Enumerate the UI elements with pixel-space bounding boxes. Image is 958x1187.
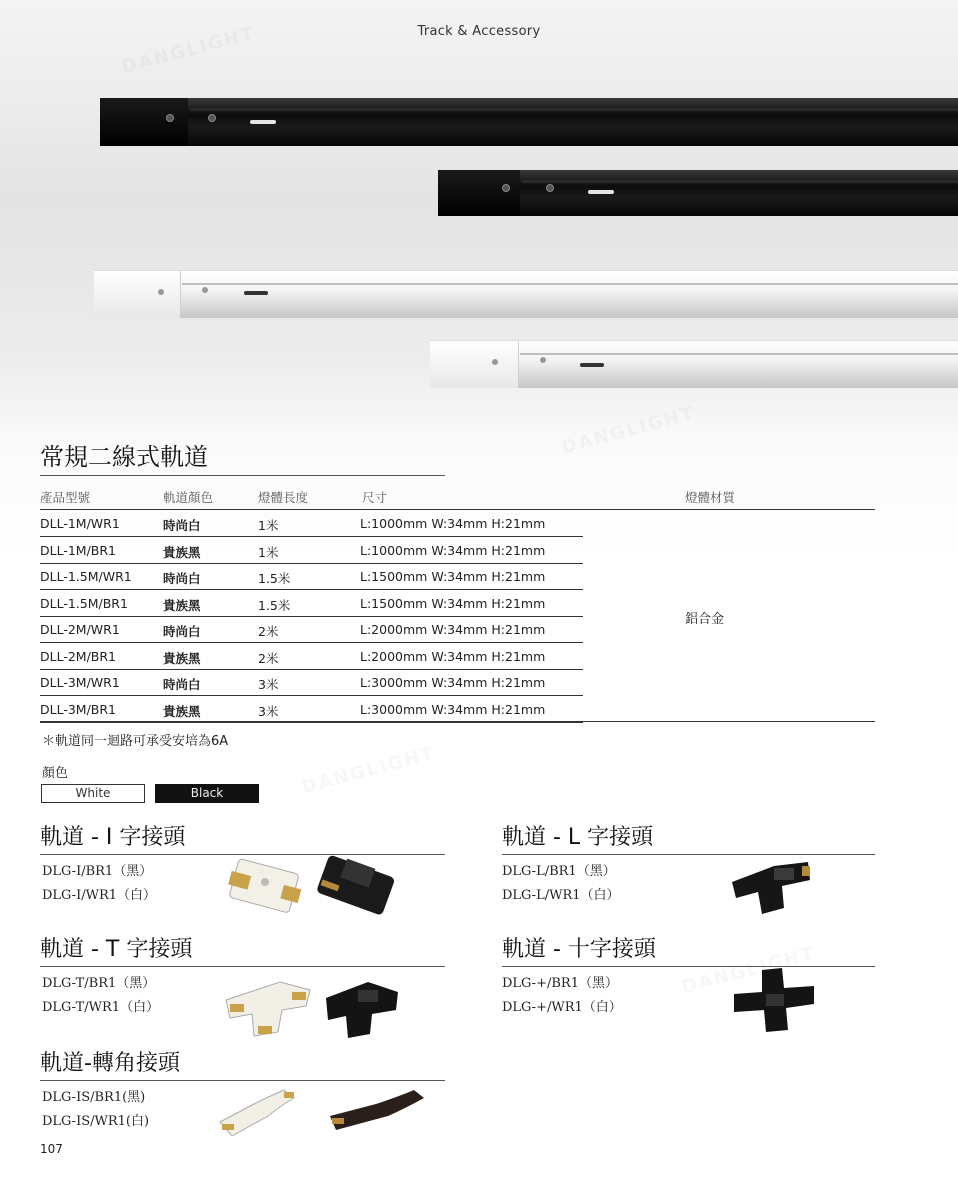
cell-model: DLL-1M/WR1	[40, 516, 120, 531]
track-rail-white-long	[94, 270, 958, 318]
col-header-model: 產品型號	[40, 490, 91, 505]
cell-color: 時尚白	[163, 677, 201, 692]
model-corner-white: DLG-IS/WR1(白)	[42, 1114, 150, 1129]
cell-model: DLL-1.5M/WR1	[40, 569, 132, 584]
col-header-length: 燈體長度	[258, 490, 309, 505]
model-l-white: DLG-L/WR1（白）	[502, 888, 620, 903]
cell-model: DLL-1.5M/BR1	[40, 595, 128, 611]
track-rail-black-long	[100, 98, 958, 146]
watermark: DANGLIGHT	[679, 942, 818, 999]
table-row	[40, 537, 583, 564]
cell-model: DLL-3M/WR1	[40, 675, 120, 690]
model-i-white: DLG-I/WR1（白）	[42, 888, 157, 903]
cell-color: 貴族黑	[163, 650, 201, 666]
page-number: 107	[40, 1142, 63, 1156]
model-cross-white: DLG-+/WR1（白）	[502, 1000, 622, 1015]
cell-size: L:2000mm W:34mm H:21mm	[360, 648, 546, 664]
section-title-cross-joint: 軌道 - 十字接頭	[502, 932, 875, 967]
watermark: DANGLIGHT	[299, 742, 438, 799]
section-title-corner-joint: 軌道-轉角接頭	[40, 1046, 445, 1081]
model-corner-black: DLG-IS/BR1(黑)	[42, 1090, 146, 1105]
col-header-color: 軌道顏色	[163, 490, 214, 505]
amperage-note: ＊軌道同一迴路可承受安培為6A	[42, 734, 229, 749]
cell-size: L:1000mm W:34mm H:21mm	[360, 516, 546, 531]
table-row	[40, 510, 583, 537]
section-title-i-joint: 軌道 - I 字接頭	[40, 820, 445, 855]
cell-color: 貴族黑	[163, 703, 201, 719]
cell-model: DLL-2M/BR1	[40, 648, 117, 664]
section-title-l-joint: 軌道 - L 字接頭	[502, 820, 875, 855]
cell-length: 1米	[258, 518, 279, 533]
cell-size: L:1500mm W:34mm H:21mm	[360, 595, 546, 611]
track-rail-black-short	[438, 170, 958, 216]
cell-length: 1米	[258, 544, 279, 560]
section-title-t-joint: 軌道 - T 字接頭	[40, 932, 445, 967]
table-row	[40, 563, 583, 590]
section-title-track: 常規二線式軌道	[40, 437, 445, 476]
col-header-size: 尺寸	[362, 490, 388, 505]
model-i-black: DLG-I/BR1（黑）	[42, 864, 153, 879]
material-value: 鋁合金	[685, 612, 725, 627]
cell-size: L:1500mm W:34mm H:21mm	[360, 569, 546, 584]
cell-color: 貴族黑	[163, 544, 201, 560]
watermark: DANGLIGHT	[559, 402, 698, 459]
cell-length: 3米	[258, 703, 279, 719]
cell-color: 時尚白	[163, 518, 201, 533]
cell-color: 時尚白	[163, 571, 201, 586]
model-t-white: DLG-T/WR1（白）	[42, 1000, 160, 1015]
cell-size: L:3000mm W:34mm H:21mm	[360, 701, 546, 717]
table-row	[40, 643, 583, 670]
cell-size: L:2000mm W:34mm H:21mm	[360, 622, 546, 637]
colors-label: 顏色	[42, 766, 69, 781]
cell-length: 1.5米	[258, 597, 291, 613]
cell-size: L:3000mm W:34mm H:21mm	[360, 675, 546, 690]
page-header: Track & Accessory	[417, 24, 541, 39]
cell-color: 貴族黑	[163, 597, 201, 613]
cell-length: 2米	[258, 624, 279, 639]
table-row	[40, 669, 583, 696]
track-rail-white-short	[430, 340, 958, 388]
col-header-material: 燈體材質	[685, 490, 736, 505]
cell-model: DLL-3M/BR1	[40, 701, 117, 717]
watermark: DANGLIGHT	[119, 22, 258, 79]
cell-size: L:1000mm W:34mm H:21mm	[360, 542, 546, 558]
cell-length: 2米	[258, 650, 279, 666]
color-swatch-black: Black	[155, 784, 259, 803]
color-swatch-white: White	[41, 784, 145, 803]
model-t-black: DLG-T/BR1（黑）	[42, 976, 156, 991]
model-cross-black: DLG-+/BR1（黑）	[502, 976, 618, 991]
model-l-black: DLG-L/BR1（黑）	[502, 864, 616, 879]
cell-length: 3米	[258, 677, 279, 692]
cell-model: DLL-1M/BR1	[40, 542, 117, 558]
table-bottom-line	[40, 721, 875, 722]
cell-color: 時尚白	[163, 624, 201, 639]
cell-length: 1.5米	[258, 571, 291, 586]
table-row	[40, 696, 583, 723]
cell-model: DLL-2M/WR1	[40, 622, 120, 637]
table-row	[40, 590, 583, 617]
table-row	[40, 616, 583, 643]
